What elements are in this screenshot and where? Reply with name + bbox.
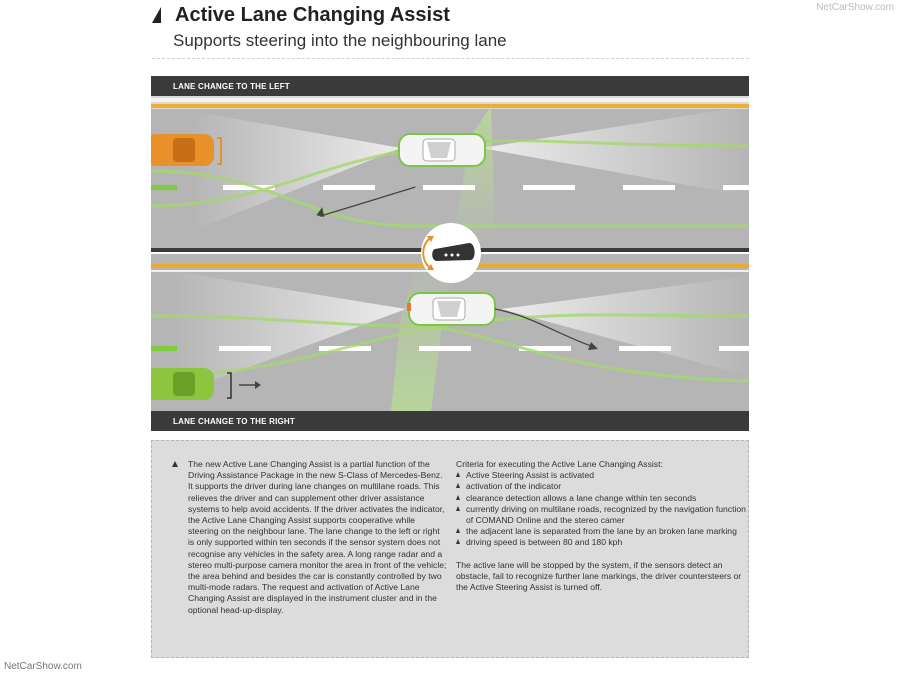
- criteria-heading: Criteria for executing the Active Lane Changing Assist:: [456, 459, 663, 469]
- criteria-column: [456, 459, 746, 593]
- lane-markings-top: [151, 185, 749, 190]
- lane-markings-bottom: [151, 346, 749, 351]
- closing-paragraph: The active lane will be stopped by the system, if the sensors detect an obstacle, fail to recognize further lane markings, the driver countersteers or the Active Steering Assist is turned off.: [456, 559, 742, 593]
- criteria-item: clearance detection allows a lane change within ten seconds: [456, 493, 746, 504]
- bullet-triangle-icon: [456, 483, 460, 488]
- bullet-triangle-icon: [456, 495, 460, 500]
- criteria-list: [456, 470, 746, 548]
- bullet-triangle-icon: [456, 472, 460, 477]
- bullet-triangle-icon: [456, 528, 460, 533]
- page-title: Active Lane Changing Assist: [175, 4, 450, 26]
- description-paragraph: The new Active Lane Changing Assist is a partial function of the Driving Assistance Package in the new S-Class of Mercedes-Benz. It supports the driver during lane changes on multilane roads. This relieves the driver and can supplement other driver assistance systems to help avoid accidents. If the driver activates the indicator, the Active Lane Changing Assist supports cooperative while steering on the neighbour lane. The lane change to the left or right is only supported within ten seconds if the sensor system does not recognise any vehicles in the safety area. A long range radar and a stereo multi-purpose camera monitor the area in front of the vehicle; the area behind and besides the car is constantly controlled by two multi-mode radars. The request and activation of Active Lane Changing Assist are displayed in the instrument cluster and in the optional head-up-display.: [188, 459, 447, 615]
- bottom-band-label: LANE CHANGE TO THE RIGHT: [173, 417, 295, 426]
- watermark-bottom: NetCarShow.com: [4, 661, 82, 672]
- bullet-triangle-icon: [456, 539, 460, 544]
- lane-change-diagram: [151, 76, 749, 431]
- criteria-item: activation of the indicator: [456, 481, 746, 492]
- top-band: [151, 76, 749, 96]
- criteria-item: the adjacent lane is separated from the lane by an broken lane marking: [456, 526, 746, 537]
- watermark-top: NetCarShow.com: [816, 2, 894, 13]
- orange-car: [151, 134, 221, 166]
- bottom-band: [151, 411, 749, 431]
- top-band-label: LANE CHANGE TO THE LEFT: [173, 82, 290, 91]
- description-column: [172, 459, 447, 616]
- header-divider: [152, 58, 749, 59]
- page-subtitle: Supports steering into the neighbouring lane: [173, 31, 507, 50]
- criteria-item: Active Steering Assist is activated: [456, 470, 746, 481]
- criteria-item: currently driving on multilane roads, recognized by the navigation function of COMAND Online and the stereo camer: [456, 504, 746, 526]
- bullet-triangle-icon: [456, 506, 460, 511]
- criteria-item: driving speed is between 80 and 180 kph: [456, 537, 746, 548]
- steering-column-stalk-icon: [421, 223, 481, 283]
- bullet-triangle-icon: [172, 461, 178, 467]
- title-marker-icon: [152, 7, 161, 23]
